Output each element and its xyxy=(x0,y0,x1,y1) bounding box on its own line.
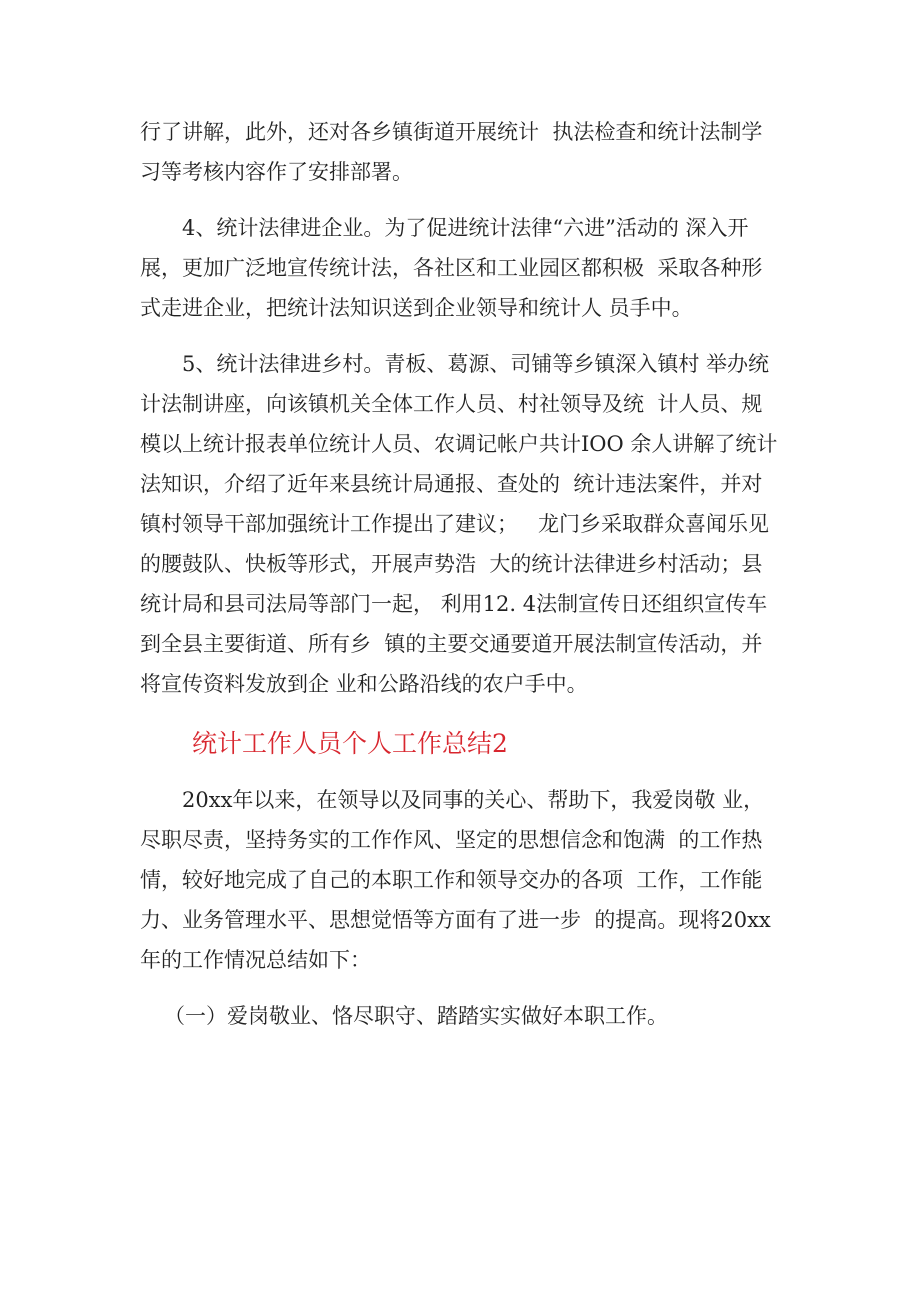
text-line: 年的工作情况总结如下： xyxy=(140,948,371,972)
paragraph-continuation xyxy=(140,112,785,192)
text-line: 到全县主要街道、所有乡 镇的主要交通要道开展法制宣传活动，并 xyxy=(140,632,763,656)
paragraph-village xyxy=(140,344,785,704)
text-line: 行了讲解，此外，还对各乡镇街道开展统计 执法检查和统计法制学 xyxy=(140,120,763,144)
text-line: 习等考核内容作了安排部署。 xyxy=(140,160,413,184)
text-line: 法知识，介绍了近年来县统计局通报、查处的 统计违法案件，并对 xyxy=(140,472,763,496)
text-line: 展，更加广泛地宣传统计法，各社区和工业园区都积极 采取各种形 xyxy=(140,256,763,280)
text-line: 20xx年以来，在领导以及同事的关心、帮助下，我爱岗敬 业， xyxy=(182,788,765,812)
text-line: 情，较好地完成了自己的本职工作和领导交办的各项 工作，工作能 xyxy=(140,868,763,892)
paragraph-enterprise xyxy=(140,208,785,328)
paragraph-summary-intro xyxy=(140,780,785,980)
text-line: 5、统计法律进乡村。青板、葛源、司铺等乡镇深入镇村 举办统 xyxy=(182,352,770,376)
document-body xyxy=(140,112,785,1036)
text-line: 模以上统计报表单位统计人员、农调记帐户共计IOO 余人讲解了统计 xyxy=(140,432,778,456)
text-line: 的腰鼓队、快板等形式，开展声势浩 大的统计法律进乡村活动；县 xyxy=(140,552,763,576)
text-line: 式走进企业，把统计法知识送到企业领导和统计人 员手中。 xyxy=(140,296,693,320)
text-line: 镇村领导干部加强统计工作提出了建议； 龙门乡采取群众喜闻乐见 xyxy=(140,512,770,536)
text-line: 计法制讲座，向该镇机关全体工作人员、村社领导及统 计人员、规 xyxy=(140,392,763,416)
text-line: 将宣传资料发放到企 业和公路沿线的农户手中。 xyxy=(140,672,588,696)
text-line: 力、业务管理水平、思想觉悟等方面有了进一步 的提高。现将20xx xyxy=(140,908,771,932)
section-heading: 统计工作人员个人工作总结2 xyxy=(192,729,508,758)
subsection-heading: （一）爱岗敬业、恪尽职守、踏踏实实做好本职工作。 xyxy=(164,1004,668,1028)
text-line: 统计局和县司法局等部门一起， 利用12. 4法制宣传日还组织宣传车 xyxy=(140,592,768,616)
text-line: 4、统计法律进企业。为了促进统计法律“六进”活动的 深入开 xyxy=(182,216,749,240)
text-line: 尽职尽责，坚持务实的工作作风、坚定的思想信念和饱满 的工作热 xyxy=(140,828,763,852)
